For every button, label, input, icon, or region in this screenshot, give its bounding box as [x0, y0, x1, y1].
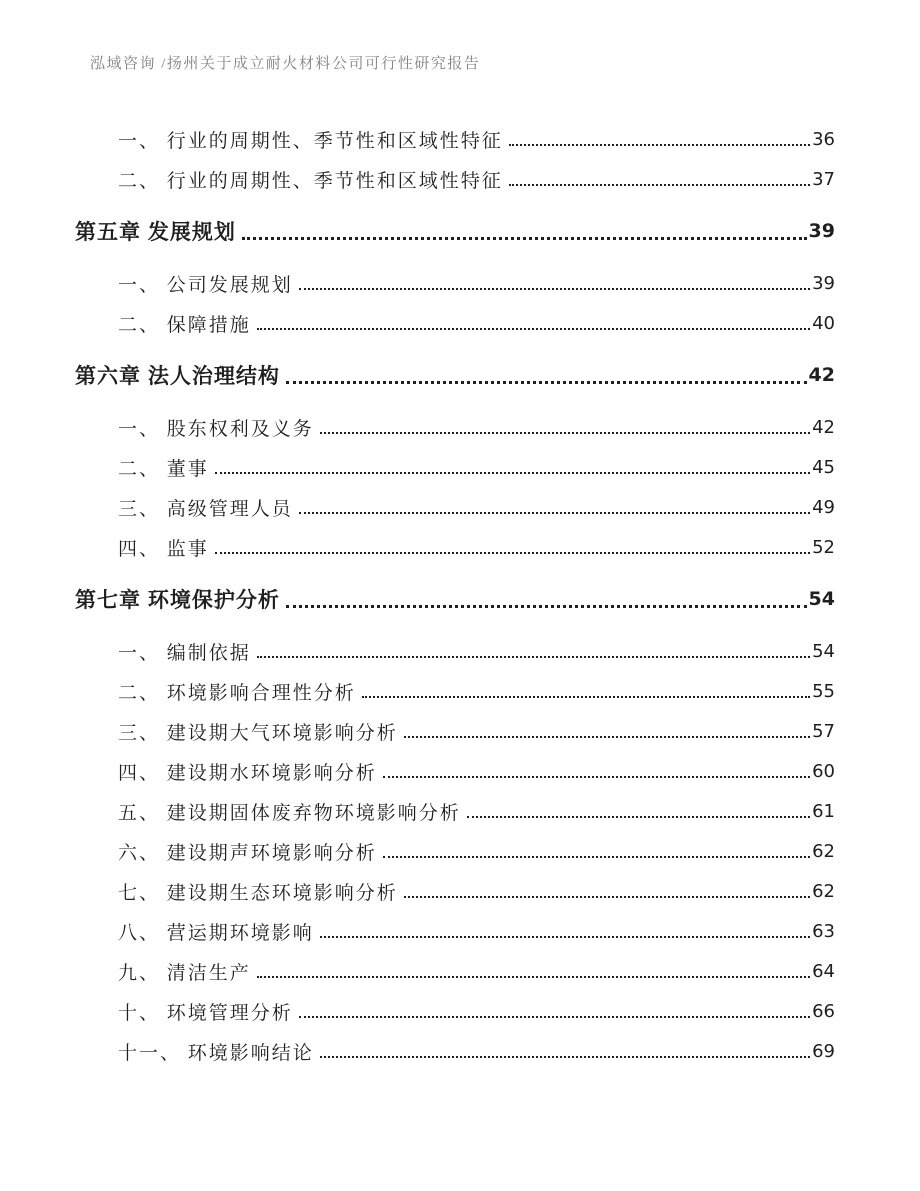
- toc-item[interactable]: [75, 119, 835, 159]
- dot-leader: [286, 605, 807, 608]
- dot-leader: [362, 696, 810, 698]
- toc-chapter-page: 54: [808, 588, 835, 610]
- toc-item-page: 39: [812, 272, 835, 294]
- toc-item-label: 一、 编制依据: [118, 642, 251, 664]
- dot-leader: [215, 472, 810, 474]
- dot-leader: [383, 856, 810, 858]
- toc-item[interactable]: [75, 831, 835, 871]
- toc-item-page: 63: [812, 920, 835, 942]
- toc-item[interactable]: [75, 447, 835, 487]
- table-of-contents: [75, 119, 835, 1071]
- dot-leader: [320, 936, 810, 938]
- toc-item[interactable]: [75, 407, 835, 447]
- dot-leader: [509, 144, 810, 146]
- toc-item-page: 55: [812, 680, 835, 702]
- toc-item-label: 一、 股东权利及义务: [118, 418, 314, 440]
- dot-leader: [242, 237, 807, 240]
- toc-item[interactable]: [75, 871, 835, 911]
- toc-item[interactable]: [75, 303, 835, 343]
- dot-leader: [299, 1016, 810, 1018]
- dot-leader: [299, 288, 810, 290]
- toc-item-page: 45: [812, 456, 835, 478]
- dot-leader: [404, 736, 810, 738]
- toc-item-label: 七、 建设期生态环境影响分析: [118, 882, 398, 904]
- toc-item[interactable]: [75, 527, 835, 567]
- dot-leader: [299, 512, 810, 514]
- dot-leader: [286, 381, 807, 384]
- dot-leader: [383, 776, 810, 778]
- toc-item-label: 三、 高级管理人员: [118, 498, 293, 520]
- toc-chapter-title: 第五章 发展规划: [75, 221, 236, 244]
- dot-leader: [257, 656, 810, 658]
- dot-leader: [257, 328, 810, 330]
- toc-item-page: 36: [812, 128, 835, 150]
- toc-item-label: 四、 建设期水环境影响分析: [118, 762, 377, 784]
- toc-item-page: 37: [812, 168, 835, 190]
- toc-item[interactable]: [75, 263, 835, 303]
- toc-item-label: 四、 监事: [118, 538, 209, 560]
- toc-chapter[interactable]: [75, 579, 835, 619]
- dot-leader: [320, 432, 810, 434]
- dot-leader: [215, 552, 810, 554]
- toc-item-label: 十一、 环境影响结论: [118, 1042, 314, 1064]
- toc-item-page: 57: [812, 720, 835, 742]
- toc-item-label: 五、 建设期固体废弃物环境影响分析: [118, 802, 461, 824]
- toc-item-page: 40: [812, 312, 835, 334]
- toc-item-label: 十、 环境管理分析: [118, 1002, 293, 1024]
- toc-chapter[interactable]: [75, 211, 835, 251]
- dot-leader: [509, 184, 810, 186]
- toc-item[interactable]: [75, 1031, 835, 1071]
- toc-item-page: 64: [812, 960, 835, 982]
- toc-item-label: 八、 营运期环境影响: [118, 922, 314, 944]
- toc-item-label: 三、 建设期大气环境影响分析: [118, 722, 398, 744]
- dot-leader: [320, 1056, 810, 1058]
- toc-chapter[interactable]: [75, 355, 835, 395]
- toc-chapter-title: 第六章 法人治理结构: [75, 365, 280, 388]
- dot-leader: [257, 976, 810, 978]
- toc-item-label: 六、 建设期声环境影响分析: [118, 842, 377, 864]
- toc-item[interactable]: [75, 487, 835, 527]
- toc-chapter-page: 39: [808, 220, 835, 242]
- dot-leader: [404, 896, 810, 898]
- toc-item-page: 66: [812, 1000, 835, 1022]
- toc-item-page: 61: [812, 800, 835, 822]
- toc-item-page: 42: [812, 416, 835, 438]
- toc-item-page: 52: [812, 536, 835, 558]
- toc-item[interactable]: [75, 991, 835, 1031]
- toc-item-label: 一、 行业的周期性、季节性和区域性特征: [118, 130, 503, 152]
- dot-leader: [467, 816, 810, 818]
- toc-item[interactable]: [75, 711, 835, 751]
- toc-item[interactable]: [75, 671, 835, 711]
- toc-item[interactable]: [75, 631, 835, 671]
- toc-item[interactable]: [75, 751, 835, 791]
- toc-item-label: 一、 公司发展规划: [118, 274, 293, 296]
- toc-item-page: 49: [812, 496, 835, 518]
- toc-item-label: 二、 保障措施: [118, 314, 251, 336]
- toc-item-page: 60: [812, 760, 835, 782]
- page-header-running-title: 泓域咨询 /扬州关于成立耐火材料公司可行性研究报告: [90, 56, 481, 72]
- toc-item[interactable]: [75, 951, 835, 991]
- toc-item-label: 二、 董事: [118, 458, 209, 480]
- toc-item[interactable]: [75, 791, 835, 831]
- toc-chapter-title: 第七章 环境保护分析: [75, 589, 280, 612]
- toc-item[interactable]: [75, 159, 835, 199]
- toc-item-page: 69: [812, 1040, 835, 1062]
- toc-item-page: 62: [812, 880, 835, 902]
- toc-item-page: 54: [812, 640, 835, 662]
- toc-item[interactable]: [75, 911, 835, 951]
- toc-item-label: 九、 清洁生产: [118, 962, 251, 984]
- toc-chapter-page: 42: [808, 364, 835, 386]
- toc-item-label: 二、 行业的周期性、季节性和区域性特征: [118, 170, 503, 192]
- toc-item-label: 二、 环境影响合理性分析: [118, 682, 356, 704]
- toc-item-page: 62: [812, 840, 835, 862]
